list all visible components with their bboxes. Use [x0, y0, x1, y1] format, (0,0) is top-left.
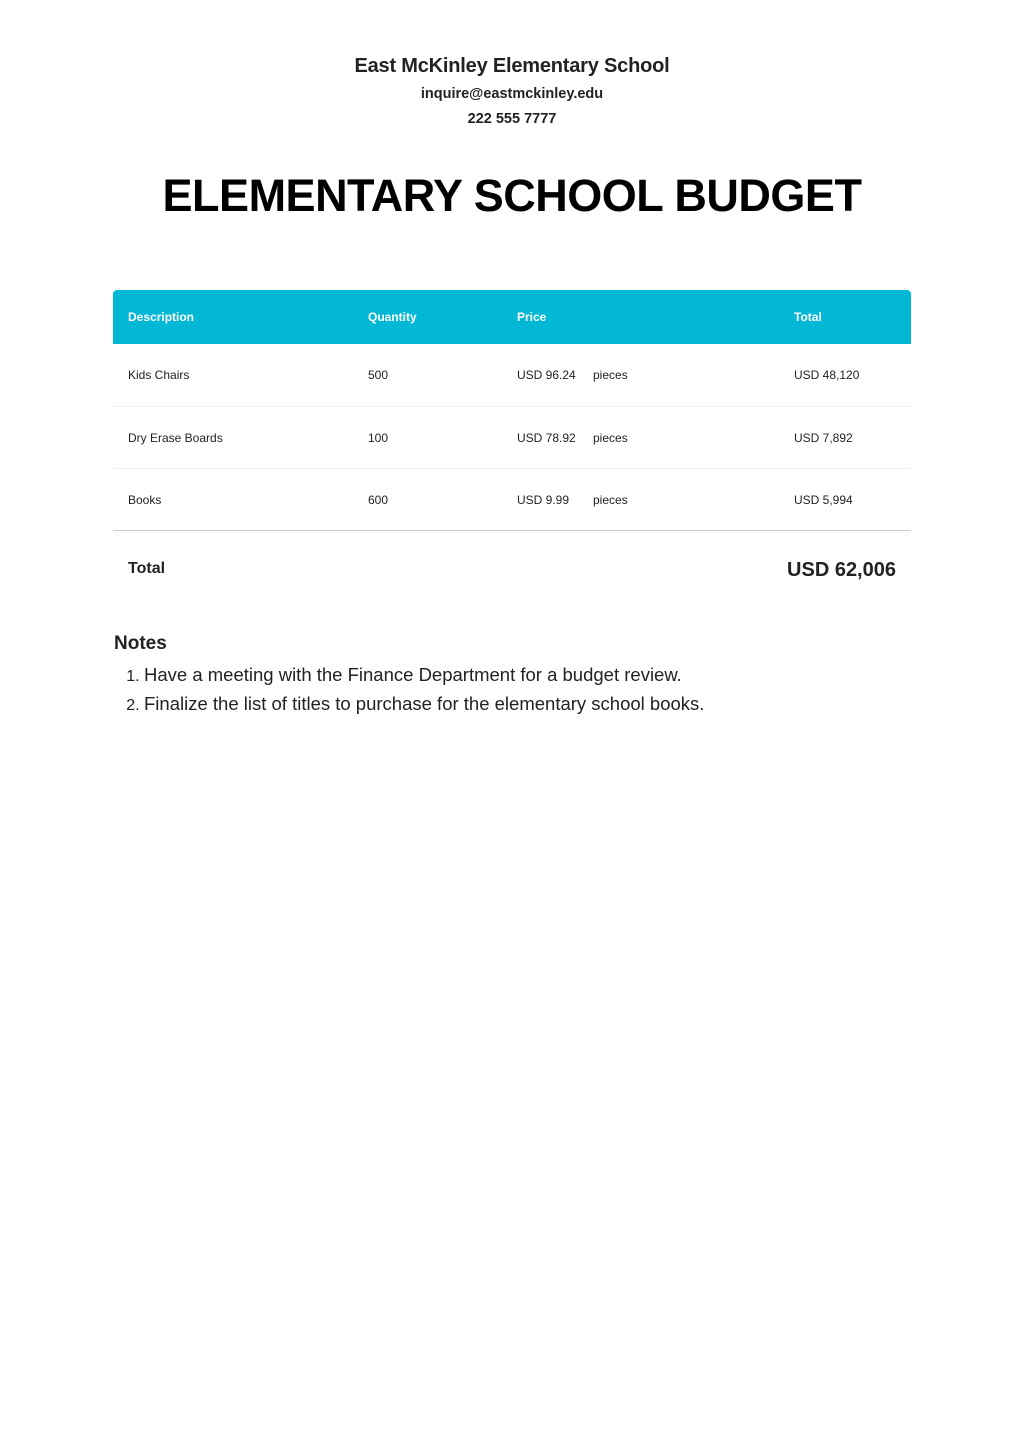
row-price: USD 9.99 [517, 492, 570, 507]
school-name: East McKinley Elementary School [354, 55, 670, 77]
row-price: USD 78.92 [517, 430, 576, 445]
row-description: Dry Erase Boards [128, 430, 223, 445]
row-total: USD 5,994 [794, 492, 853, 507]
row-quantity: 500 [368, 368, 389, 382]
row-total: USD 48,120 [794, 368, 860, 382]
row-unit: pieces [593, 492, 628, 507]
row-quantity: 600 [368, 492, 389, 507]
row-unit: pieces [593, 368, 628, 382]
note-item: 1. Have a meeting with the Finance Department for a budget review. [144, 660, 912, 689]
column-header-price: Price [517, 310, 547, 324]
row-description: Kids Chairs [128, 368, 190, 382]
school-phone: 222 555 7777 [467, 111, 557, 127]
column-header-total: Total [794, 310, 822, 324]
row-price: USD 96.24 [517, 368, 576, 382]
grand-total-label: Total [128, 560, 166, 577]
document-title: ELEMENTARY SCHOOL BUDGET [162, 170, 862, 221]
row-description: Books [128, 492, 162, 507]
notes-section [114, 632, 912, 718]
note-item: 2. Finalize the list of titles to purchase for the elementary school books. [144, 689, 912, 718]
notes-title: Notes [114, 633, 167, 654]
column-header-description: Description [128, 310, 195, 324]
table-row [113, 469, 911, 531]
school-email: inquire@eastmckinley.edu [420, 86, 604, 102]
row-quantity: 100 [368, 430, 389, 445]
school-header [0, 52, 1024, 132]
table-row [113, 407, 911, 469]
budget-table [113, 290, 911, 611]
row-unit: pieces [593, 430, 628, 445]
table-row [113, 344, 911, 407]
table-header-row [113, 290, 911, 344]
notes-list [114, 660, 912, 718]
grand-total-row [113, 531, 911, 611]
row-total: USD 7,892 [794, 430, 853, 445]
column-header-quantity: Quantity [368, 310, 417, 324]
grand-total-value: USD 62,006 [787, 559, 896, 581]
